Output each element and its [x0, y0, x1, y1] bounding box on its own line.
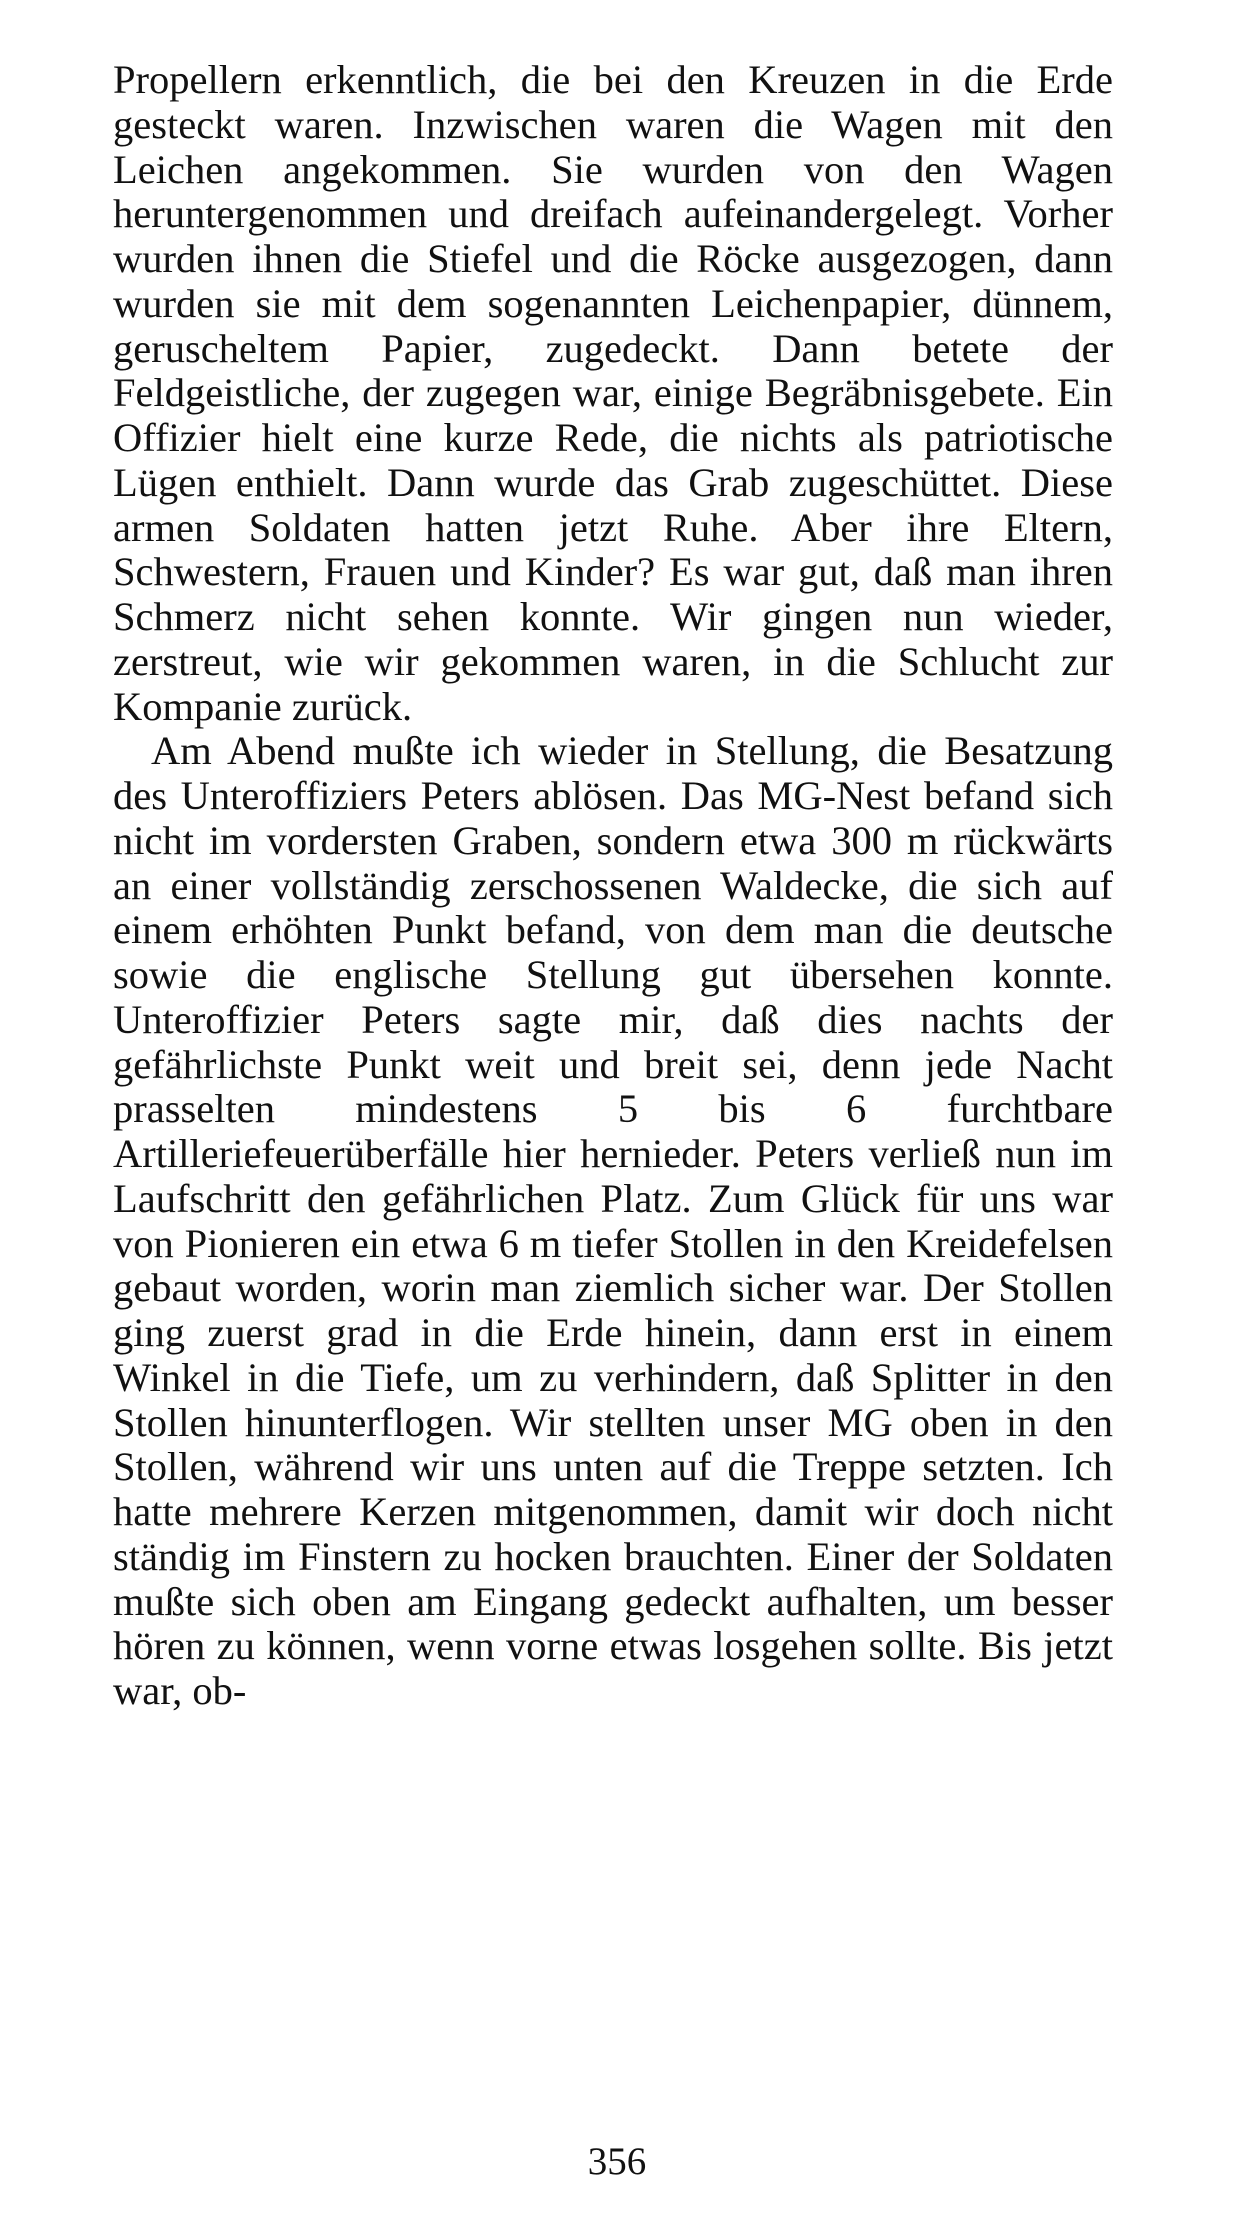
paragraph-2: Am Abend mußte ich wieder in Stellung, die Besatzung des Unteroffiziers Peters ablösen. Das MG-Nest befand sich nicht im vordersten Graben, sondern etwa 300 m rückwärts an einer vollständig zerschossenen Waldecke, die sich auf einem erhöhten Punkt befand, von dem man die deutsche sowie die englische Stellung gut übersehen konnte. Unteroffizier Peters sagte mir, daß dies nachts der gefährlichste Punkt weit und breit sei, denn jede Nacht prasselten mindestens 5 bis 6 furchtbare Artilleriefeuerüberfälle hier hernieder. Peters verließ nun im Laufschritt den gefährlichen Platz. Zum Glück für uns war von Pionieren ein etwa 6 m tiefer Stollen in den Kreidefelsen gebaut worden, worin man ziemlich sicher war. Der Stollen ging zuerst grad in die Erde hinein, dann erst in einem Winkel in die Tiefe, um zu verhindern, daß Splitter in den Stollen hinunterflogen. Wir stellten unser MG oben in den Stollen, während wir uns unten auf die Treppe setzten. Ich hatte mehrere Kerzen mitgenommen, damit wir doch nicht ständig im Finstern zu hocken brauchten. Einer der Soldaten mußte sich oben am Eingang gedeckt aufhalten, um besser hören zu können, wenn vorne etwas losgehen sollte. Bis jetzt war, ob-	[113, 728, 1113, 1713]
body-text	[113, 58, 1113, 1714]
paragraph-1: Propellern erkenntlich, die bei den Kreuzen in die Erde gesteckt waren. Inzwischen waren die Wagen mit den Leichen angekommen. Sie wurden von den Wagen heruntergenommen und dreifach aufeinandergelegt. Vorher wurden ihnen die Stiefel und die Röcke ausgezogen, dann wurden sie mit dem sogenannten Leichenpapier, dünnem, geruscheltem Papier, zugedeckt. Dann betete der Feldgeistliche, der zugegen war, einige Begräbnisgebete. Ein Offizier hielt eine kurze Rede, die nichts als patriotische Lügen enthielt. Dann wurde das Grab zugeschüttet. Diese armen Soldaten hatten jetzt Ruhe. Aber ihre Eltern, Schwestern, Frauen und Kinder? Es war gut, daß man ihren Schmerz nicht sehen konnte. Wir gingen nun wieder, zerstreut, wie wir gekommen waren, in die Schlucht zur Kompanie zurück.	[113, 57, 1113, 729]
page-number: 356	[587, 2140, 647, 2183]
